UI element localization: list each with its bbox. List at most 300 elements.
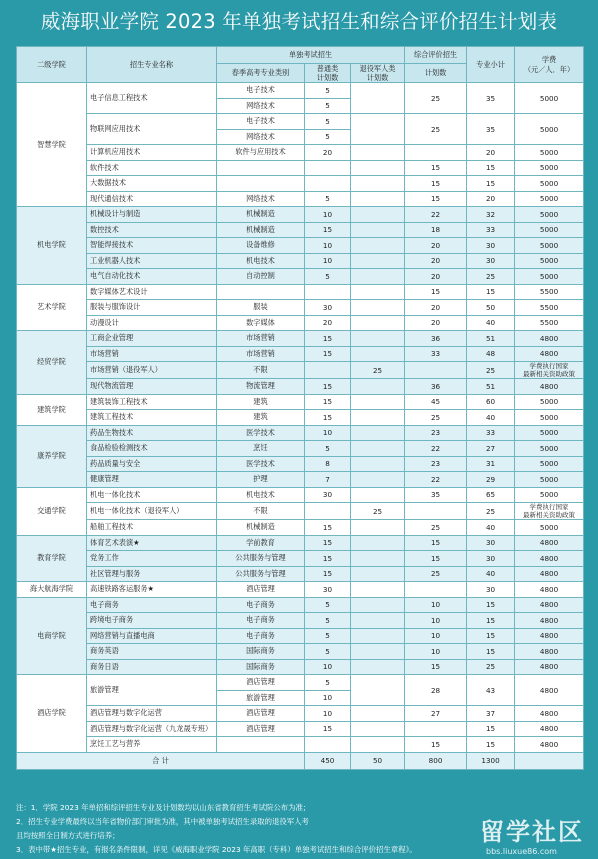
cell-cat <box>217 176 305 192</box>
cell-major: 烹饪工艺与营养 <box>87 737 217 753</box>
cell-vet <box>351 535 405 551</box>
cell-comp <box>405 362 467 379</box>
cell-gen: 10 <box>305 659 351 675</box>
cell-sub: 43 <box>467 675 515 706</box>
cell-fee: 4800 <box>515 379 584 395</box>
cell-vet <box>351 300 405 316</box>
cell-major: 机械设计与制造 <box>87 207 217 223</box>
total-empty <box>515 752 584 769</box>
cell-major: 现代通信技术 <box>87 191 217 207</box>
cell-fee: 5000 <box>515 253 584 269</box>
cell-sub: 32 <box>467 207 515 223</box>
cell-comp: 15 <box>405 191 467 207</box>
total-row <box>17 752 584 769</box>
table-row <box>17 721 584 737</box>
cell-cat: 护理 <box>217 472 305 488</box>
cell-vet <box>351 628 405 644</box>
cell-gen: 15 <box>305 346 351 362</box>
cell-sub: 29 <box>467 472 515 488</box>
cell-cat: 机械制造 <box>217 222 305 238</box>
table-row <box>17 145 584 161</box>
cell-vet <box>351 441 405 457</box>
plan-table-wrap <box>16 46 583 770</box>
cell-fee: 5000 <box>515 425 584 441</box>
cell-vet <box>351 160 405 176</box>
table-row <box>17 597 584 613</box>
table-body <box>17 83 584 770</box>
cell-fee: 4800 <box>515 644 584 660</box>
cell-fee: 5000 <box>515 207 584 223</box>
cell-gen: 10 <box>305 253 351 269</box>
cell-fee: 4800 <box>515 331 584 347</box>
cell-gen: 5 <box>305 613 351 629</box>
cell-sub: 40 <box>467 315 515 331</box>
header-category: 春季高考专业类别 <box>217 64 305 83</box>
table-row <box>17 472 584 488</box>
cell-major: 商务英语 <box>87 644 217 660</box>
cell-college: 艺术学院 <box>17 284 87 331</box>
cell-cat <box>217 160 305 176</box>
cell-cat: 电子技术 <box>217 83 305 99</box>
cell-college: 酒店学院 <box>17 675 87 753</box>
cell-major: 工商企业管理 <box>87 331 217 347</box>
cell-cat: 市场营销 <box>217 346 305 362</box>
table-row <box>17 487 584 503</box>
cell-college: 康养学院 <box>17 425 87 487</box>
cell-sub: 25 <box>467 362 515 379</box>
cell-major: 旅游管理 <box>87 675 217 706</box>
cell-sub: 15 <box>467 737 515 753</box>
cell-college: 交通学院 <box>17 487 87 535</box>
cell-fee: 4800 <box>515 551 584 567</box>
cell-gen: 10 <box>305 425 351 441</box>
cell-fee: 4800 <box>515 675 584 706</box>
cell-comp: 36 <box>405 331 467 347</box>
table-row <box>17 315 584 331</box>
cell-sub: 40 <box>467 410 515 426</box>
cell-gen: 10 <box>305 706 351 722</box>
cell-vet <box>351 659 405 675</box>
cell-gen: 15 <box>305 535 351 551</box>
cell-sub: 30 <box>467 551 515 567</box>
cell-comp: 20 <box>405 269 467 285</box>
cell-comp: 23 <box>405 456 467 472</box>
cell-vet <box>351 737 405 753</box>
cell-sub: 60 <box>467 394 515 410</box>
cell-cat: 学前教育 <box>217 535 305 551</box>
cell-comp: 33 <box>405 346 467 362</box>
cell-sub: 15 <box>467 597 515 613</box>
cell-sub: 15 <box>467 613 515 629</box>
cell-sub: 30 <box>467 253 515 269</box>
table-row <box>17 253 584 269</box>
table-row <box>17 675 584 691</box>
total-gen: 450 <box>305 752 351 769</box>
table-row <box>17 410 584 426</box>
cell-fee: 5000 <box>515 176 584 192</box>
cell-fee: 5000 <box>515 191 584 207</box>
cell-college: 教育学院 <box>17 535 87 582</box>
cell-sub: 37 <box>467 706 515 722</box>
cell-sub: 35 <box>467 114 515 145</box>
cell-fee: 学费执行国家 最新相关资助政策 <box>515 503 584 520</box>
cell-cat: 设备维修 <box>217 238 305 254</box>
cell-fee: 5000 <box>515 145 584 161</box>
cell-fee: 5000 <box>515 83 584 114</box>
table-row <box>17 644 584 660</box>
cell-vet: 25 <box>351 362 405 379</box>
header-single-exam: 单独考试招生 <box>217 47 405 64</box>
cell-gen: 5 <box>305 98 351 114</box>
cell-sub: 30 <box>467 238 515 254</box>
cell-fee: 5000 <box>515 472 584 488</box>
cell-gen: 15 <box>305 520 351 536</box>
cell-cat: 自动控制 <box>217 269 305 285</box>
cell-comp <box>405 503 467 520</box>
cell-college: 机电学院 <box>17 207 87 285</box>
cell-major: 计算机应用技术 <box>87 145 217 161</box>
cell-cat: 电子技术 <box>217 114 305 130</box>
cell-gen: 20 <box>305 315 351 331</box>
cell-cat: 数字媒体 <box>217 315 305 331</box>
cell-sub: 40 <box>467 520 515 536</box>
watermark-logo: 留学社区 <box>480 818 584 846</box>
cell-vet <box>351 721 405 737</box>
cell-gen: 15 <box>305 222 351 238</box>
cell-vet <box>351 176 405 192</box>
cell-cat: 国际商务 <box>217 659 305 675</box>
table-row <box>17 331 584 347</box>
cell-fee: 4800 <box>515 535 584 551</box>
cell-fee: 5000 <box>515 269 584 285</box>
cell-vet <box>351 613 405 629</box>
cell-gen: 10 <box>305 238 351 254</box>
cell-comp: 10 <box>405 644 467 660</box>
cell-vet <box>351 551 405 567</box>
cell-major: 网络营销与直播电商 <box>87 628 217 644</box>
cell-comp: 15 <box>405 160 467 176</box>
cell-major: 软件技术 <box>87 160 217 176</box>
cell-vet <box>351 331 405 347</box>
cell-vet <box>351 472 405 488</box>
cell-major: 高速铁路客运服务★ <box>87 582 217 598</box>
cell-major: 船舶工程技术 <box>87 520 217 536</box>
cell-sub: 15 <box>467 628 515 644</box>
table-row <box>17 535 584 551</box>
header-veteran-plan: 退役军人类 计划数 <box>351 64 405 83</box>
cell-major: 跨境电子商务 <box>87 613 217 629</box>
cell-vet <box>351 83 405 114</box>
cell-fee: 4800 <box>515 721 584 737</box>
cell-gen: 5 <box>305 269 351 285</box>
cell-sub: 25 <box>467 269 515 285</box>
table-row <box>17 628 584 644</box>
cell-comp: 10 <box>405 597 467 613</box>
cell-college: 经贸学院 <box>17 331 87 395</box>
cell-cat: 物流管理 <box>217 379 305 395</box>
cell-college: 海大航海学院 <box>17 582 87 598</box>
cell-sub: 48 <box>467 346 515 362</box>
cell-major: 服装与服饰设计 <box>87 300 217 316</box>
cell-comp: 25 <box>405 520 467 536</box>
cell-fee: 4800 <box>515 597 584 613</box>
header-major: 招生专业名称 <box>87 47 217 83</box>
cell-cat: 网络技术 <box>217 129 305 145</box>
table-row <box>17 659 584 675</box>
cell-cat: 不限 <box>217 362 305 379</box>
cell-sub: 15 <box>467 644 515 660</box>
cell-comp: 20 <box>405 253 467 269</box>
cell-comp: 10 <box>405 613 467 629</box>
cell-comp: 15 <box>405 737 467 753</box>
cell-major: 市场营销 <box>87 346 217 362</box>
cell-gen: 5 <box>305 628 351 644</box>
total-comp: 800 <box>405 752 467 769</box>
cell-sub: 15 <box>467 160 515 176</box>
cell-gen: 30 <box>305 582 351 598</box>
table-row <box>17 379 584 395</box>
cell-major: 体育艺术表演★ <box>87 535 217 551</box>
cell-vet <box>351 379 405 395</box>
cell-sub: 51 <box>467 331 515 347</box>
cell-gen: 10 <box>305 690 351 706</box>
header-tuition: 学费 （元／人．年） <box>515 47 584 83</box>
cell-comp: 22 <box>405 441 467 457</box>
cell-gen: 10 <box>305 207 351 223</box>
note-line: 2．招生专业学费最终以当年省物价部门审批为准，其中被单独考试招生录取的退役军人考 <box>16 817 309 826</box>
cell-vet <box>351 222 405 238</box>
cell-comp: 20 <box>405 238 467 254</box>
cell-vet <box>351 145 405 161</box>
cell-gen <box>305 503 351 520</box>
cell-major: 酒店管理与数字化运营 <box>87 706 217 722</box>
cell-vet <box>351 269 405 285</box>
cell-major: 药品质量与安全 <box>87 456 217 472</box>
cell-fee: 4800 <box>515 566 584 582</box>
cell-cat: 机电技术 <box>217 487 305 503</box>
cell-college: 建筑学院 <box>17 394 87 425</box>
cell-sub: 27 <box>467 441 515 457</box>
table-row <box>17 191 584 207</box>
table-row <box>17 566 584 582</box>
table-row <box>17 706 584 722</box>
cell-comp: 15 <box>405 535 467 551</box>
cell-vet <box>351 644 405 660</box>
cell-cat <box>217 737 305 753</box>
cell-comp: 28 <box>405 675 467 706</box>
cell-major: 机电一体化技术（退役军人） <box>87 503 217 520</box>
cell-major: 市场营销（退役军人） <box>87 362 217 379</box>
cell-major: 食品检验检测技术 <box>87 441 217 457</box>
cell-cat <box>217 284 305 300</box>
cell-comp: 35 <box>405 487 467 503</box>
cell-fee: 5000 <box>515 487 584 503</box>
cell-gen: 5 <box>305 83 351 99</box>
cell-fee: 5500 <box>515 315 584 331</box>
cell-gen: 5 <box>305 191 351 207</box>
cell-vet <box>351 425 405 441</box>
table-row <box>17 269 584 285</box>
cell-comp: 15 <box>405 284 467 300</box>
cell-cat: 公共服务与管理 <box>217 551 305 567</box>
cell-major: 数控技术 <box>87 222 217 238</box>
note-line: 且均按照全日制方式进行培养； <box>16 831 120 840</box>
table-row <box>17 83 584 99</box>
cell-cat: 酒店管理 <box>217 582 305 598</box>
cell-gen: 5 <box>305 597 351 613</box>
note-line: 注：1．学院 2023 年单招和综评招生专业及计划数均以山东省教育招生考试院公布为准； <box>16 803 311 812</box>
cell-comp: 10 <box>405 628 467 644</box>
table-row <box>17 238 584 254</box>
cell-major: 商务日语 <box>87 659 217 675</box>
cell-comp: 15 <box>405 176 467 192</box>
cell-cat: 建筑 <box>217 410 305 426</box>
cell-comp <box>405 145 467 161</box>
cell-fee: 4800 <box>515 628 584 644</box>
cell-vet <box>351 487 405 503</box>
cell-vet <box>351 253 405 269</box>
cell-comp: 25 <box>405 114 467 145</box>
cell-vet <box>351 456 405 472</box>
cell-fee: 5000 <box>515 410 584 426</box>
header-general-plan: 普通类 计划数 <box>305 64 351 83</box>
cell-vet <box>351 284 405 300</box>
table-row <box>17 582 584 598</box>
cell-vet <box>351 566 405 582</box>
cell-cat: 酒店管理 <box>217 706 305 722</box>
cell-cat: 电子商务 <box>217 613 305 629</box>
watermark-url: bbs.liuxue86.com <box>486 847 557 856</box>
cell-comp: 22 <box>405 207 467 223</box>
cell-fee: 5000 <box>515 160 584 176</box>
cell-gen <box>305 176 351 192</box>
header-comp-eval: 综合评价招生 <box>405 47 467 64</box>
total-sub: 1300 <box>467 752 515 769</box>
cell-fee: 5500 <box>515 300 584 316</box>
table-row <box>17 520 584 536</box>
watermark <box>480 812 584 856</box>
cell-cat: 电子商务 <box>217 597 305 613</box>
cell-cat: 建筑 <box>217 394 305 410</box>
cell-major: 党务工作 <box>87 551 217 567</box>
cell-gen: 15 <box>305 721 351 737</box>
cell-comp: 25 <box>405 83 467 114</box>
table-row <box>17 222 584 238</box>
cell-gen: 7 <box>305 472 351 488</box>
cell-vet <box>351 394 405 410</box>
plan-table <box>16 46 584 770</box>
cell-sub: 20 <box>467 145 515 161</box>
cell-major: 药品生物技术 <box>87 425 217 441</box>
cell-comp <box>405 721 467 737</box>
cell-gen: 5 <box>305 675 351 691</box>
table-row <box>17 613 584 629</box>
cell-vet <box>351 114 405 145</box>
cell-major: 物联网应用技术 <box>87 114 217 145</box>
table-row <box>17 284 584 300</box>
cell-gen: 20 <box>305 145 351 161</box>
cell-vet <box>351 238 405 254</box>
cell-major: 电子商务 <box>87 597 217 613</box>
cell-sub: 65 <box>467 487 515 503</box>
table-row <box>17 737 584 753</box>
cell-major: 工业机器人技术 <box>87 253 217 269</box>
total-label: 合 计 <box>17 752 305 769</box>
cell-gen: 15 <box>305 394 351 410</box>
table-row <box>17 394 584 410</box>
cell-sub: 33 <box>467 222 515 238</box>
cell-gen: 15 <box>305 410 351 426</box>
cell-cat: 酒店管理 <box>217 675 305 691</box>
table-row <box>17 441 584 457</box>
cell-fee: 5000 <box>515 238 584 254</box>
cell-gen <box>305 737 351 753</box>
cell-comp <box>405 582 467 598</box>
table-row <box>17 551 584 567</box>
cell-gen <box>305 284 351 300</box>
cell-gen: 15 <box>305 379 351 395</box>
cell-vet <box>351 207 405 223</box>
cell-vet <box>351 597 405 613</box>
cell-fee: 5000 <box>515 456 584 472</box>
cell-sub: 51 <box>467 379 515 395</box>
cell-fee: 5000 <box>515 520 584 536</box>
cell-fee: 5000 <box>515 222 584 238</box>
cell-cat: 网络技术 <box>217 191 305 207</box>
cell-sub: 15 <box>467 721 515 737</box>
cell-cat: 软件与应用技术 <box>217 145 305 161</box>
cell-comp: 25 <box>405 566 467 582</box>
cell-cat: 医学技术 <box>217 456 305 472</box>
cell-vet <box>351 191 405 207</box>
cell-vet <box>351 315 405 331</box>
cell-major: 建筑工程技术 <box>87 410 217 426</box>
cell-fee: 4800 <box>515 659 584 675</box>
cell-vet <box>351 582 405 598</box>
cell-vet: 25 <box>351 503 405 520</box>
cell-cat: 服装 <box>217 300 305 316</box>
cell-college: 智慧学院 <box>17 83 87 207</box>
table-row <box>17 300 584 316</box>
cell-fee: 5000 <box>515 394 584 410</box>
cell-comp: 25 <box>405 410 467 426</box>
cell-gen: 5 <box>305 114 351 130</box>
cell-cat: 网络技术 <box>217 98 305 114</box>
cell-sub: 40 <box>467 566 515 582</box>
note-line: 3．表中带★招生专业，有报名条件限制，详见《威海职业学院 2023 年高职（专科）单独考试招生和综合评价招生章程》。 <box>16 845 417 854</box>
cell-gen: 5 <box>305 129 351 145</box>
cell-sub: 33 <box>467 425 515 441</box>
cell-sub: 25 <box>467 659 515 675</box>
cell-major: 建筑装饰工程技术 <box>87 394 217 410</box>
cell-major: 社区管理与服务 <box>87 566 217 582</box>
cell-comp: 15 <box>405 551 467 567</box>
cell-gen <box>305 160 351 176</box>
cell-vet <box>351 520 405 536</box>
cell-sub: 35 <box>467 83 515 114</box>
cell-gen: 30 <box>305 300 351 316</box>
cell-fee: 5500 <box>515 284 584 300</box>
cell-major: 智能焊接技术 <box>87 238 217 254</box>
cell-fee: 4800 <box>515 582 584 598</box>
cell-gen: 5 <box>305 644 351 660</box>
cell-sub: 25 <box>467 503 515 520</box>
table-row <box>17 114 584 130</box>
cell-comp: 23 <box>405 425 467 441</box>
cell-comp: 20 <box>405 315 467 331</box>
cell-sub: 30 <box>467 535 515 551</box>
cell-cat: 公共服务与管理 <box>217 566 305 582</box>
